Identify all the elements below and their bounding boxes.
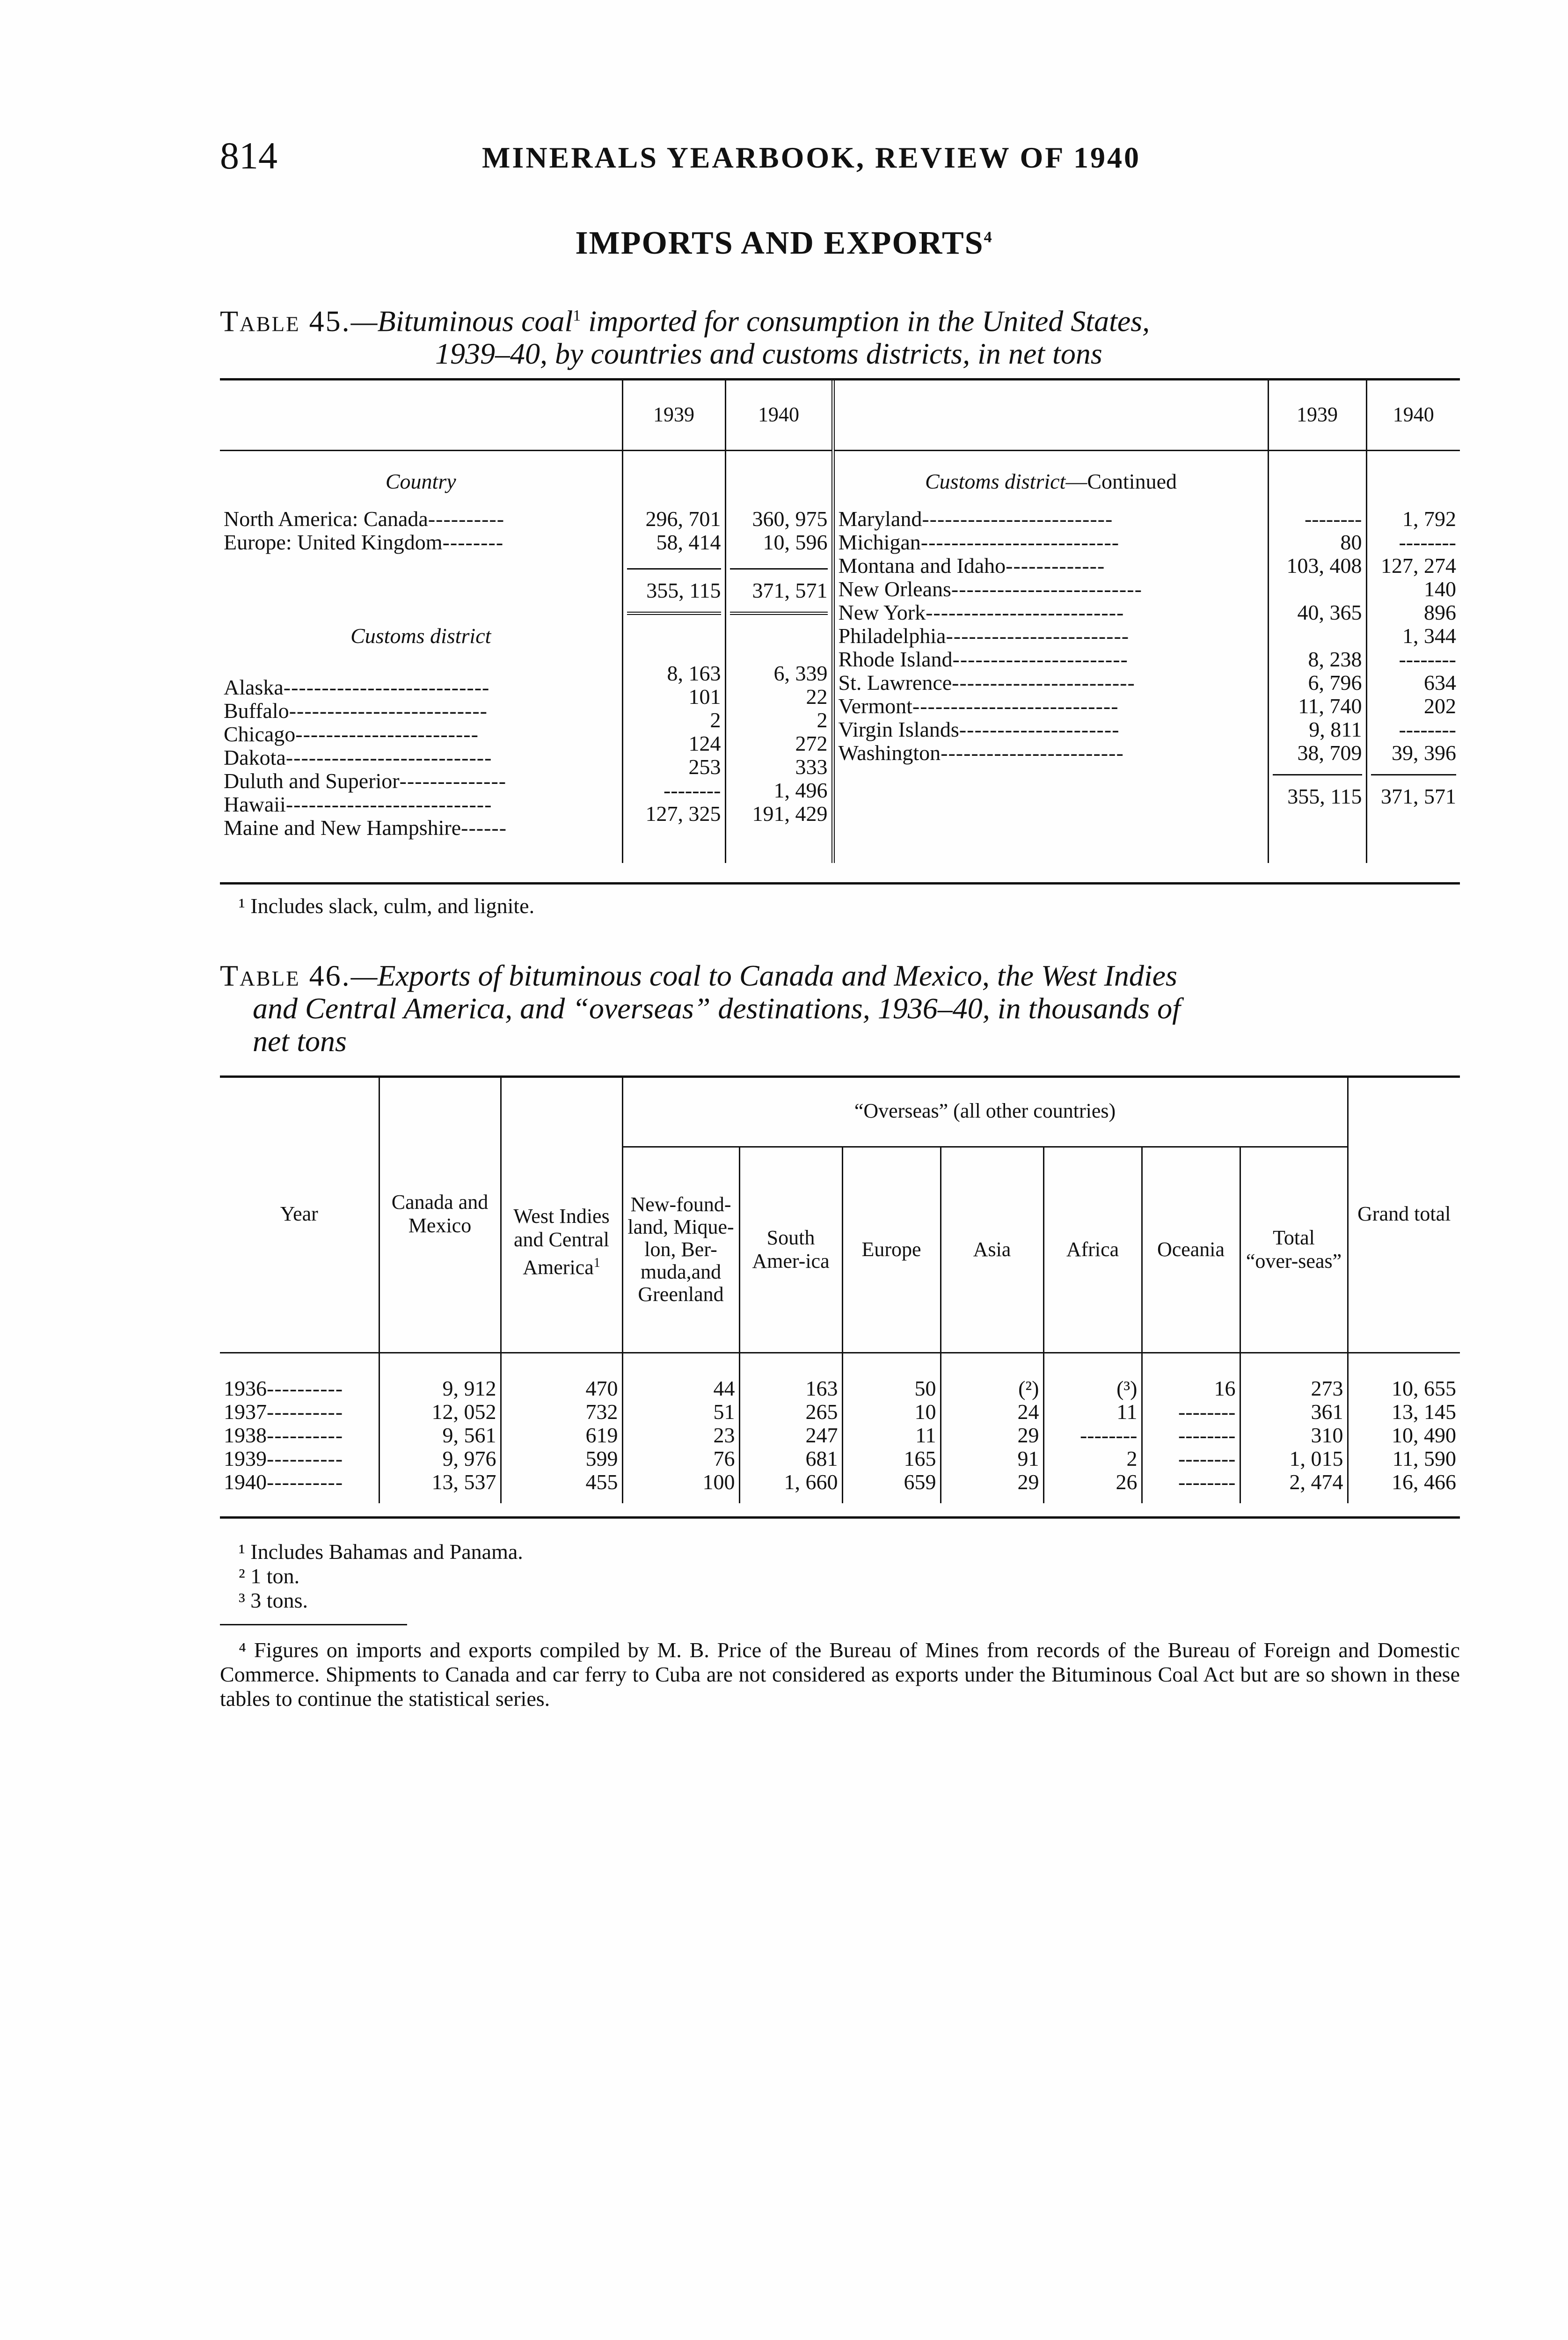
cell: 26	[1116, 1470, 1138, 1494]
cell: 39, 396	[1392, 740, 1456, 765]
table45-district-row: Washington------------------------	[838, 740, 1124, 765]
cell: 360, 975	[752, 506, 828, 531]
cell: 333	[795, 754, 828, 779]
table45-district-row: Philadelphia------------------------	[838, 623, 1130, 648]
cell: 1, 660	[784, 1470, 838, 1494]
table45-label: Table 45.	[220, 304, 351, 338]
cell: 619	[585, 1423, 618, 1447]
cell: --------	[1399, 717, 1456, 741]
table45-bottom-rule	[220, 882, 1460, 885]
cell: 896	[1424, 600, 1456, 624]
cell: 9, 811	[1309, 717, 1362, 741]
table45-col-1940-right: 1940	[1366, 380, 1460, 450]
table45-col-1940: 1940	[725, 380, 833, 450]
cell: 265	[805, 1399, 838, 1424]
table46-bottom-rule	[220, 1516, 1460, 1519]
cell: 273	[1311, 1376, 1343, 1400]
col-west-indies: West Indies and Central America$^1$	[501, 1076, 622, 1353]
cell: 91	[1017, 1446, 1039, 1470]
table-row: 1937----------	[224, 1399, 343, 1424]
cell: 103, 408	[1286, 553, 1362, 578]
cell: --------	[663, 778, 721, 802]
section-title	[0, 225, 1568, 262]
cell: (³)	[1116, 1376, 1138, 1400]
cell: (²)	[1018, 1376, 1039, 1400]
cell: 470	[585, 1376, 618, 1400]
table46-footnote-1: ¹ Includes Bahamas and Panama.	[239, 1540, 523, 1564]
table45-district-row: Buffalo--------------------------	[224, 698, 488, 723]
cell: 1, 015	[1289, 1446, 1343, 1470]
table45-district-row: Maine and New Hampshire------	[224, 815, 507, 840]
cell: --------	[1178, 1423, 1236, 1447]
col-grand-total: Grand total	[1348, 1076, 1460, 1353]
table46-footnote-2: ² 1 ton.	[239, 1564, 300, 1588]
cell: 127, 325	[645, 801, 721, 826]
col-europe: Europe	[842, 1147, 941, 1353]
cell: 23	[713, 1423, 735, 1447]
cell: 6, 339	[773, 661, 828, 685]
table46-footnote-3: ³ 3 tons.	[239, 1588, 308, 1612]
table45-district-row: Hawaii---------------------------	[224, 792, 492, 816]
table46	[220, 1076, 1460, 1503]
table45-district-row: Montana and Idaho-------------	[838, 553, 1105, 578]
table45	[220, 380, 1460, 863]
table45-district-row: Michigan--------------------------	[838, 530, 1120, 554]
cell: 13, 537	[431, 1470, 496, 1494]
col-total-overseas: Total “over-seas”	[1240, 1147, 1348, 1353]
cell: 599	[585, 1446, 618, 1470]
table45-footnote: ¹ Includes slack, culm, and lignite.	[239, 894, 535, 918]
col-asia: Asia	[941, 1147, 1043, 1353]
table46-caption-line1: —Exports of bituminous coal to Canada and Mexico, the West Indies	[350, 959, 1177, 992]
cell: --------	[1178, 1446, 1236, 1470]
cell: 16	[1214, 1376, 1236, 1400]
table45-district-row: Duluth and Superior--------------	[224, 768, 507, 793]
cell: 24	[1017, 1399, 1039, 1424]
cell: 310	[1311, 1423, 1343, 1447]
cell: 659	[904, 1470, 936, 1494]
cell: 296, 701	[645, 506, 721, 531]
cell: 10, 596	[763, 530, 828, 554]
cell: 38, 709	[1297, 740, 1362, 765]
table46-grid	[220, 1076, 1460, 1503]
cell: 11	[915, 1423, 936, 1447]
cell: 58, 414	[656, 530, 721, 554]
table45-caption	[220, 300, 1460, 370]
cell: 51	[713, 1399, 735, 1424]
table45-district-row: Dakota---------------------------	[224, 745, 492, 769]
cell: 76	[713, 1446, 735, 1470]
table45-caption-line1: —Bituminous coal	[350, 304, 573, 338]
cell: 140	[1424, 577, 1456, 601]
cell: 50	[914, 1376, 936, 1400]
table46-footnotes	[239, 1540, 523, 1613]
cell: 2	[817, 708, 828, 732]
cell: 101	[688, 684, 721, 709]
cell: 9, 976	[442, 1446, 496, 1470]
cell: 2	[710, 708, 721, 732]
cell: 2, 474	[1289, 1470, 1343, 1494]
cell: 634	[1424, 670, 1456, 695]
table-row: 1939----------	[224, 1446, 343, 1470]
cell: --------	[1399, 530, 1456, 554]
table45-caption-note: 1	[573, 307, 581, 324]
table45-grid	[220, 380, 1460, 863]
cell: 455	[585, 1470, 618, 1494]
cell: 16, 466	[1392, 1470, 1456, 1494]
table45-district-row: Maryland-------------------------	[838, 506, 1113, 531]
cell: --------	[1178, 1470, 1236, 1494]
table-row: 1940----------	[224, 1470, 343, 1494]
district-continued-heading: Customs district—Continued	[833, 450, 1268, 493]
col-africa: Africa	[1043, 1147, 1142, 1353]
cell: 44	[713, 1376, 735, 1400]
cell: 681	[805, 1446, 838, 1470]
table45-caption-line2: 1939–40, by countries and customs districts, in net tons	[435, 337, 1102, 371]
table46-caption-line3: net tons	[253, 1024, 347, 1058]
cell	[1273, 624, 1362, 648]
cell: 1, 344	[1402, 623, 1456, 648]
cell: 732	[585, 1399, 618, 1424]
cell: 100	[702, 1470, 735, 1494]
table46-caption	[220, 959, 1460, 1058]
cell: 253	[688, 754, 721, 779]
section-title-note: 4	[984, 228, 993, 246]
cell: 29	[1017, 1423, 1039, 1447]
table45-district-row: Vermont---------------------------	[838, 694, 1119, 718]
col-overseas-group: “Overseas” (all other countries)	[622, 1076, 1348, 1147]
col-newfoundland: New-found-land, Mique-lon, Ber-muda,and Greenland	[622, 1147, 739, 1353]
cell: 10, 655	[1392, 1376, 1456, 1400]
cell: 12, 052	[431, 1399, 496, 1424]
country-heading: Country	[385, 469, 456, 493]
cell: 8, 238	[1308, 647, 1362, 671]
table45-col-1939: 1939	[622, 380, 725, 450]
table45-district-row: Virgin Islands---------------------	[838, 717, 1120, 741]
cell: --------	[1304, 506, 1362, 531]
district-total-1939: 355, 115	[1273, 774, 1362, 808]
table45-district-row: St. Lawrence------------------------	[838, 670, 1135, 695]
table45-district-row: New Orleans-------------------------	[838, 577, 1142, 601]
cell: 202	[1424, 694, 1456, 718]
table45-header-row	[220, 380, 1460, 450]
cell: 6, 796	[1308, 670, 1362, 695]
cell: 10, 490	[1392, 1423, 1456, 1447]
cell: --------	[1178, 1399, 1236, 1424]
section-title-text: IMPORTS AND EXPORTS	[575, 225, 984, 261]
table-row: 1936----------	[224, 1376, 343, 1400]
col-canada-mexico: Canada and Mexico	[379, 1076, 501, 1353]
table-row: 1938----------	[224, 1423, 343, 1447]
cell: 40, 365	[1297, 600, 1362, 624]
table45-district-row: Rhode Island-----------------------	[838, 647, 1128, 671]
cell: 165	[904, 1446, 936, 1470]
district-heading: Customs district	[350, 623, 491, 648]
running-title: MINERALS YEARBOOK, REVIEW OF 1940	[482, 141, 1141, 174]
cell: 272	[795, 731, 828, 755]
country-total-1939: 355, 115	[627, 568, 721, 602]
table45-country-row: North America: Canada----------	[224, 506, 505, 531]
district-total-1940: 371, 571	[1371, 774, 1457, 808]
cell: 9, 912	[442, 1376, 496, 1400]
cell: 10	[914, 1399, 936, 1424]
cell: 8, 163	[667, 661, 721, 685]
cell	[1273, 578, 1362, 601]
cell: 11	[1116, 1399, 1138, 1424]
table46-caption-line2: and Central America, and “overseas” destinations, 1936–40, in thousands of	[253, 992, 1181, 1025]
cell: 361	[1311, 1399, 1343, 1424]
table45-country-row: Europe: United Kingdom--------	[224, 530, 504, 554]
cell: 163	[805, 1376, 838, 1400]
col-south-america: South Amer-ica	[739, 1147, 842, 1353]
table45-district-row: Chicago------------------------	[224, 722, 479, 746]
cell: --------	[1079, 1423, 1138, 1447]
cell: 2	[1126, 1446, 1138, 1470]
cell: 22	[806, 684, 828, 709]
page-number: 814	[220, 134, 277, 177]
cell: 247	[805, 1423, 838, 1447]
col-year: Year	[280, 1202, 318, 1226]
cell: 124	[688, 731, 721, 755]
cell: --------	[1399, 647, 1456, 671]
table45-district-row: Alaska---------------------------	[224, 675, 490, 699]
col-oceania: Oceania	[1142, 1147, 1240, 1353]
cell: 127, 274	[1381, 553, 1456, 578]
cell: 29	[1017, 1470, 1039, 1494]
cell: 191, 429	[752, 801, 828, 826]
table46-label: Table 46.	[220, 959, 351, 992]
cell: 13, 145	[1392, 1399, 1456, 1424]
cell: 11, 590	[1392, 1446, 1456, 1470]
cell: 1, 496	[773, 778, 828, 802]
table45-caption-line1b: imported for consumption in the United States,	[581, 304, 1150, 338]
cell: 11, 740	[1298, 694, 1362, 718]
footnote-rule	[220, 1624, 407, 1625]
table45-district-row: New York--------------------------	[838, 600, 1124, 624]
page-footnote: ⁴ Figures on imports and exports compiled by M. B. Price of the Bureau of Mines from records of the Bureau of Foreign and Domestic Commerce. Shipments to Canada and car ferry to Cuba are not considered as exports under the Bituminous Coal Act but are so shown in these tables to continue the statistical series.	[220, 1638, 1460, 1711]
cell: 1, 792	[1402, 506, 1456, 531]
cell: 9, 561	[442, 1423, 496, 1447]
cell: 80	[1340, 530, 1362, 554]
table45-col-1939-right: 1939	[1268, 380, 1366, 450]
country-total-1940: 371, 571	[730, 568, 828, 602]
